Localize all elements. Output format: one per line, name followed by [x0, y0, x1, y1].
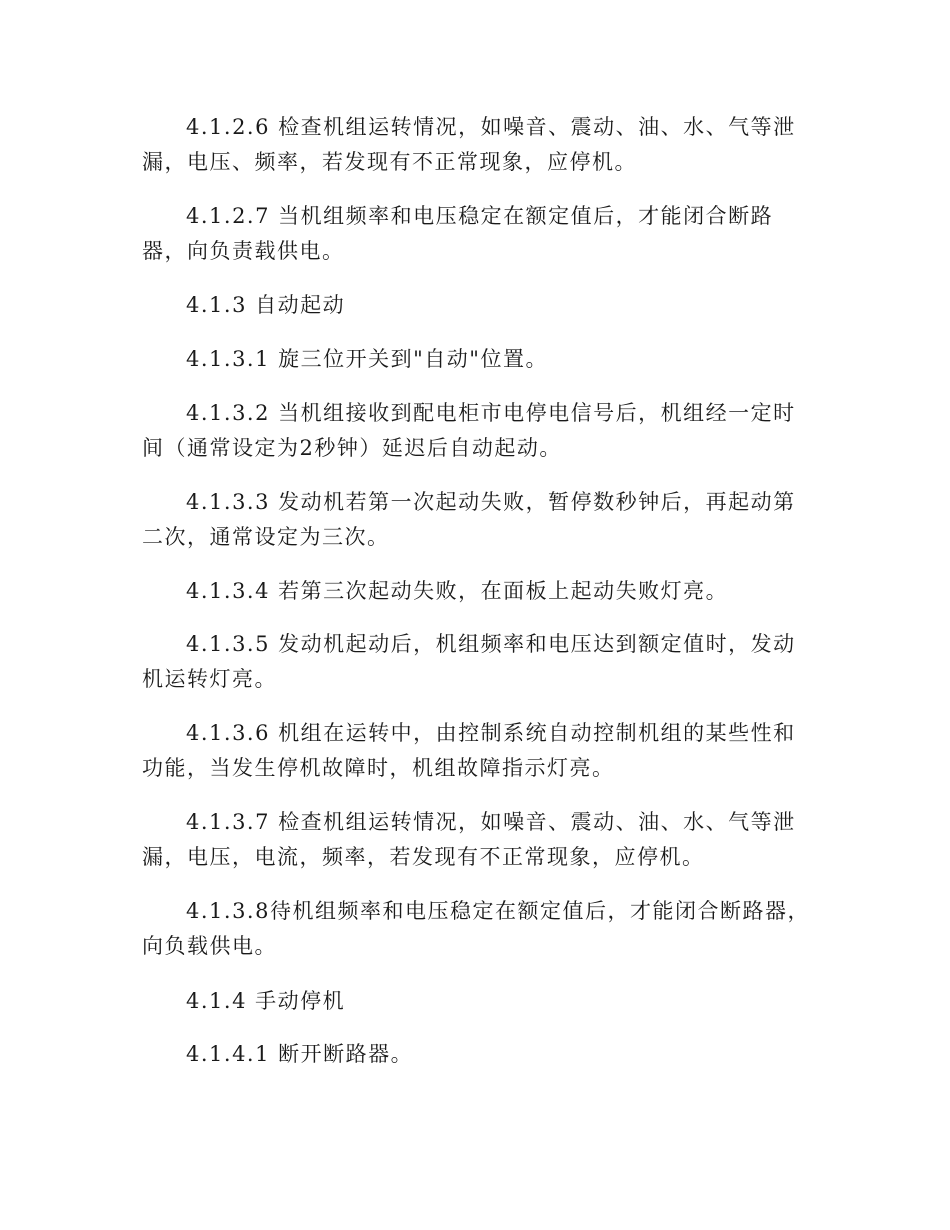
heading-4-1-4: 4.1.4 手动停机	[186, 989, 346, 1013]
paragraph-4-1-3-7: 4.1.3.7 检查机组运转情况，如噪音、震动、油、水、气等泄漏，电压，电流，频率，若发现有不正常现象，应停机。	[142, 810, 796, 869]
paragraph-4-1-2-7: 4.1.2.7 当机组频率和电压稳定在额定值后，才能闭合断路器，向负责载供电。	[142, 204, 774, 263]
paragraph-4-1-3-1: 4.1.3.1 旋三位开关到"自动"位置。	[186, 347, 548, 371]
paragraph-4-1-2-6: 4.1.2.6 检查机组运转情况，如噪音、震动、油、水、气等泄漏，电压、频率，若发现有不正常现象，应停机。	[142, 115, 796, 174]
paragraph-4-1-3-3: 4.1.3.3 发动机若第一次起动失败，暂停数秒钟后，再起动第二次，通常设定为三次。	[142, 490, 796, 549]
paragraph-4-1-3-6: 4.1.3.6 机组在运转中，由控制系统自动控制机组的某些性和功能，当发生停机故障时，机组故障指示灯亮。	[142, 721, 796, 780]
paragraph-4-1-3-4: 4.1.3.4 若第三次起动失败，在面板上起动失败灯亮。	[186, 579, 729, 603]
paragraph-4-1-3-8: 4.1.3.8待机组频率和电压稳定在额定值后，才能闭合断路器，向负载供电。	[142, 899, 810, 958]
heading-4-1-3: 4.1.3 自动起动	[186, 293, 346, 317]
paragraph-4-1-3-5: 4.1.3.5 发动机起动后，机组频率和电压达到额定值时，发动机运转灯亮。	[142, 632, 796, 691]
paragraph-4-1-4-1: 4.1.4.1 断开断路器。	[186, 1042, 414, 1066]
paragraph-4-1-3-2: 4.1.3.2 当机组接收到配电柜市电停电信号后，机组经一定时间（通常设定为2秒钟）延迟后自动起动。	[142, 401, 796, 460]
